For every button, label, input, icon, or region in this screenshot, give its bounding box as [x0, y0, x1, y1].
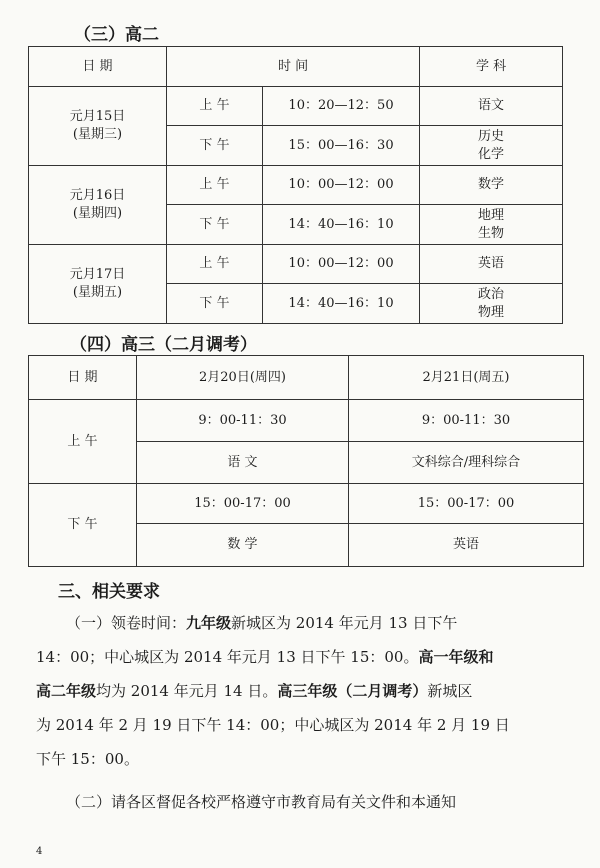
time-cell: 15：00—16：30	[263, 126, 420, 166]
period-cell: 上 午	[167, 166, 263, 205]
table-header-row	[29, 356, 584, 400]
paragraph-line: （一）领卷时间：九年级新城区为 2014 年元月 13 日下午	[66, 614, 458, 632]
period-cell: 上 午	[167, 87, 263, 126]
table-row	[29, 484, 584, 524]
header-date: 日 期	[29, 356, 137, 400]
section-heading-grade12: （四）高三（二月调考）	[70, 335, 257, 355]
subject-cell: 数学	[420, 166, 563, 205]
date-cell: 元月16日 (星期四)	[29, 166, 167, 245]
time-cell: 9：00-11：30	[137, 400, 349, 442]
requirements-heading: 三、相关要求	[58, 582, 160, 602]
subject-cell: 政治 物理	[420, 284, 563, 324]
header-subject: 学 科	[420, 47, 563, 87]
time-cell: 15：00-17：00	[349, 484, 584, 524]
time-cell: 15：00-17：00	[137, 484, 349, 524]
header-date: 日 期	[29, 47, 167, 87]
subject-cell: 语文	[420, 87, 563, 126]
period-cell: 上 午	[167, 245, 263, 284]
period-cell: 下 午	[167, 284, 263, 324]
paragraph-line: 为 2014 年 2 月 19 日下午 14：00；中心城区为 2014 年 2 月 19 日	[36, 716, 510, 734]
header-day1: 2月20日(周四)	[137, 356, 349, 400]
paragraph-line: 下午 15：00。	[36, 750, 139, 768]
period-cell: 上 午	[29, 400, 137, 484]
section-heading-grade11: （三）高二	[74, 25, 159, 45]
subject-cell: 文科综合/理科综合	[349, 442, 584, 484]
subject-cell: 数 学	[137, 524, 349, 567]
paragraph-line: 高二年级均为 2014 年元月 14 日。高三年级（二月调考）新城区	[36, 682, 473, 700]
subject-cell: 地理 生物	[420, 205, 563, 245]
page-number: 4	[36, 846, 43, 857]
period-cell: 下 午	[29, 484, 137, 567]
time-cell: 10：00—12：00	[263, 245, 420, 284]
time-cell: 10：00—12：00	[263, 166, 420, 205]
time-cell: 9：00-11：30	[349, 400, 584, 442]
header-time: 时 间	[167, 47, 420, 87]
time-cell: 14：40—16：10	[263, 284, 420, 324]
paragraph-line: 14：00；中心城区为 2014 年元月 13 日下午 15：00。高一年级和	[36, 648, 494, 666]
date-cell: 元月15日 (星期三)	[29, 87, 167, 166]
grade12-exam-table	[28, 355, 584, 567]
table-row	[29, 87, 563, 126]
subject-cell: 英语	[420, 245, 563, 284]
subject-cell: 英语	[349, 524, 584, 567]
subject-cell: 语 文	[137, 442, 349, 484]
grade11-exam-table	[28, 46, 563, 324]
table-row	[29, 166, 563, 205]
date-cell: 元月17日 (星期五)	[29, 245, 167, 324]
header-day2: 2月21日(周五)	[349, 356, 584, 400]
period-cell: 下 午	[167, 205, 263, 245]
period-cell: 下 午	[167, 126, 263, 166]
table-header-row	[29, 47, 563, 87]
table-row	[29, 400, 584, 442]
paragraph-line: （二）请各区督促各校严格遵守市教育局有关文件和本通知	[66, 793, 457, 811]
table-row	[29, 245, 563, 284]
time-cell: 14：40—16：10	[263, 205, 420, 245]
subject-cell: 历史 化学	[420, 126, 563, 166]
time-cell: 10：20—12：50	[263, 87, 420, 126]
